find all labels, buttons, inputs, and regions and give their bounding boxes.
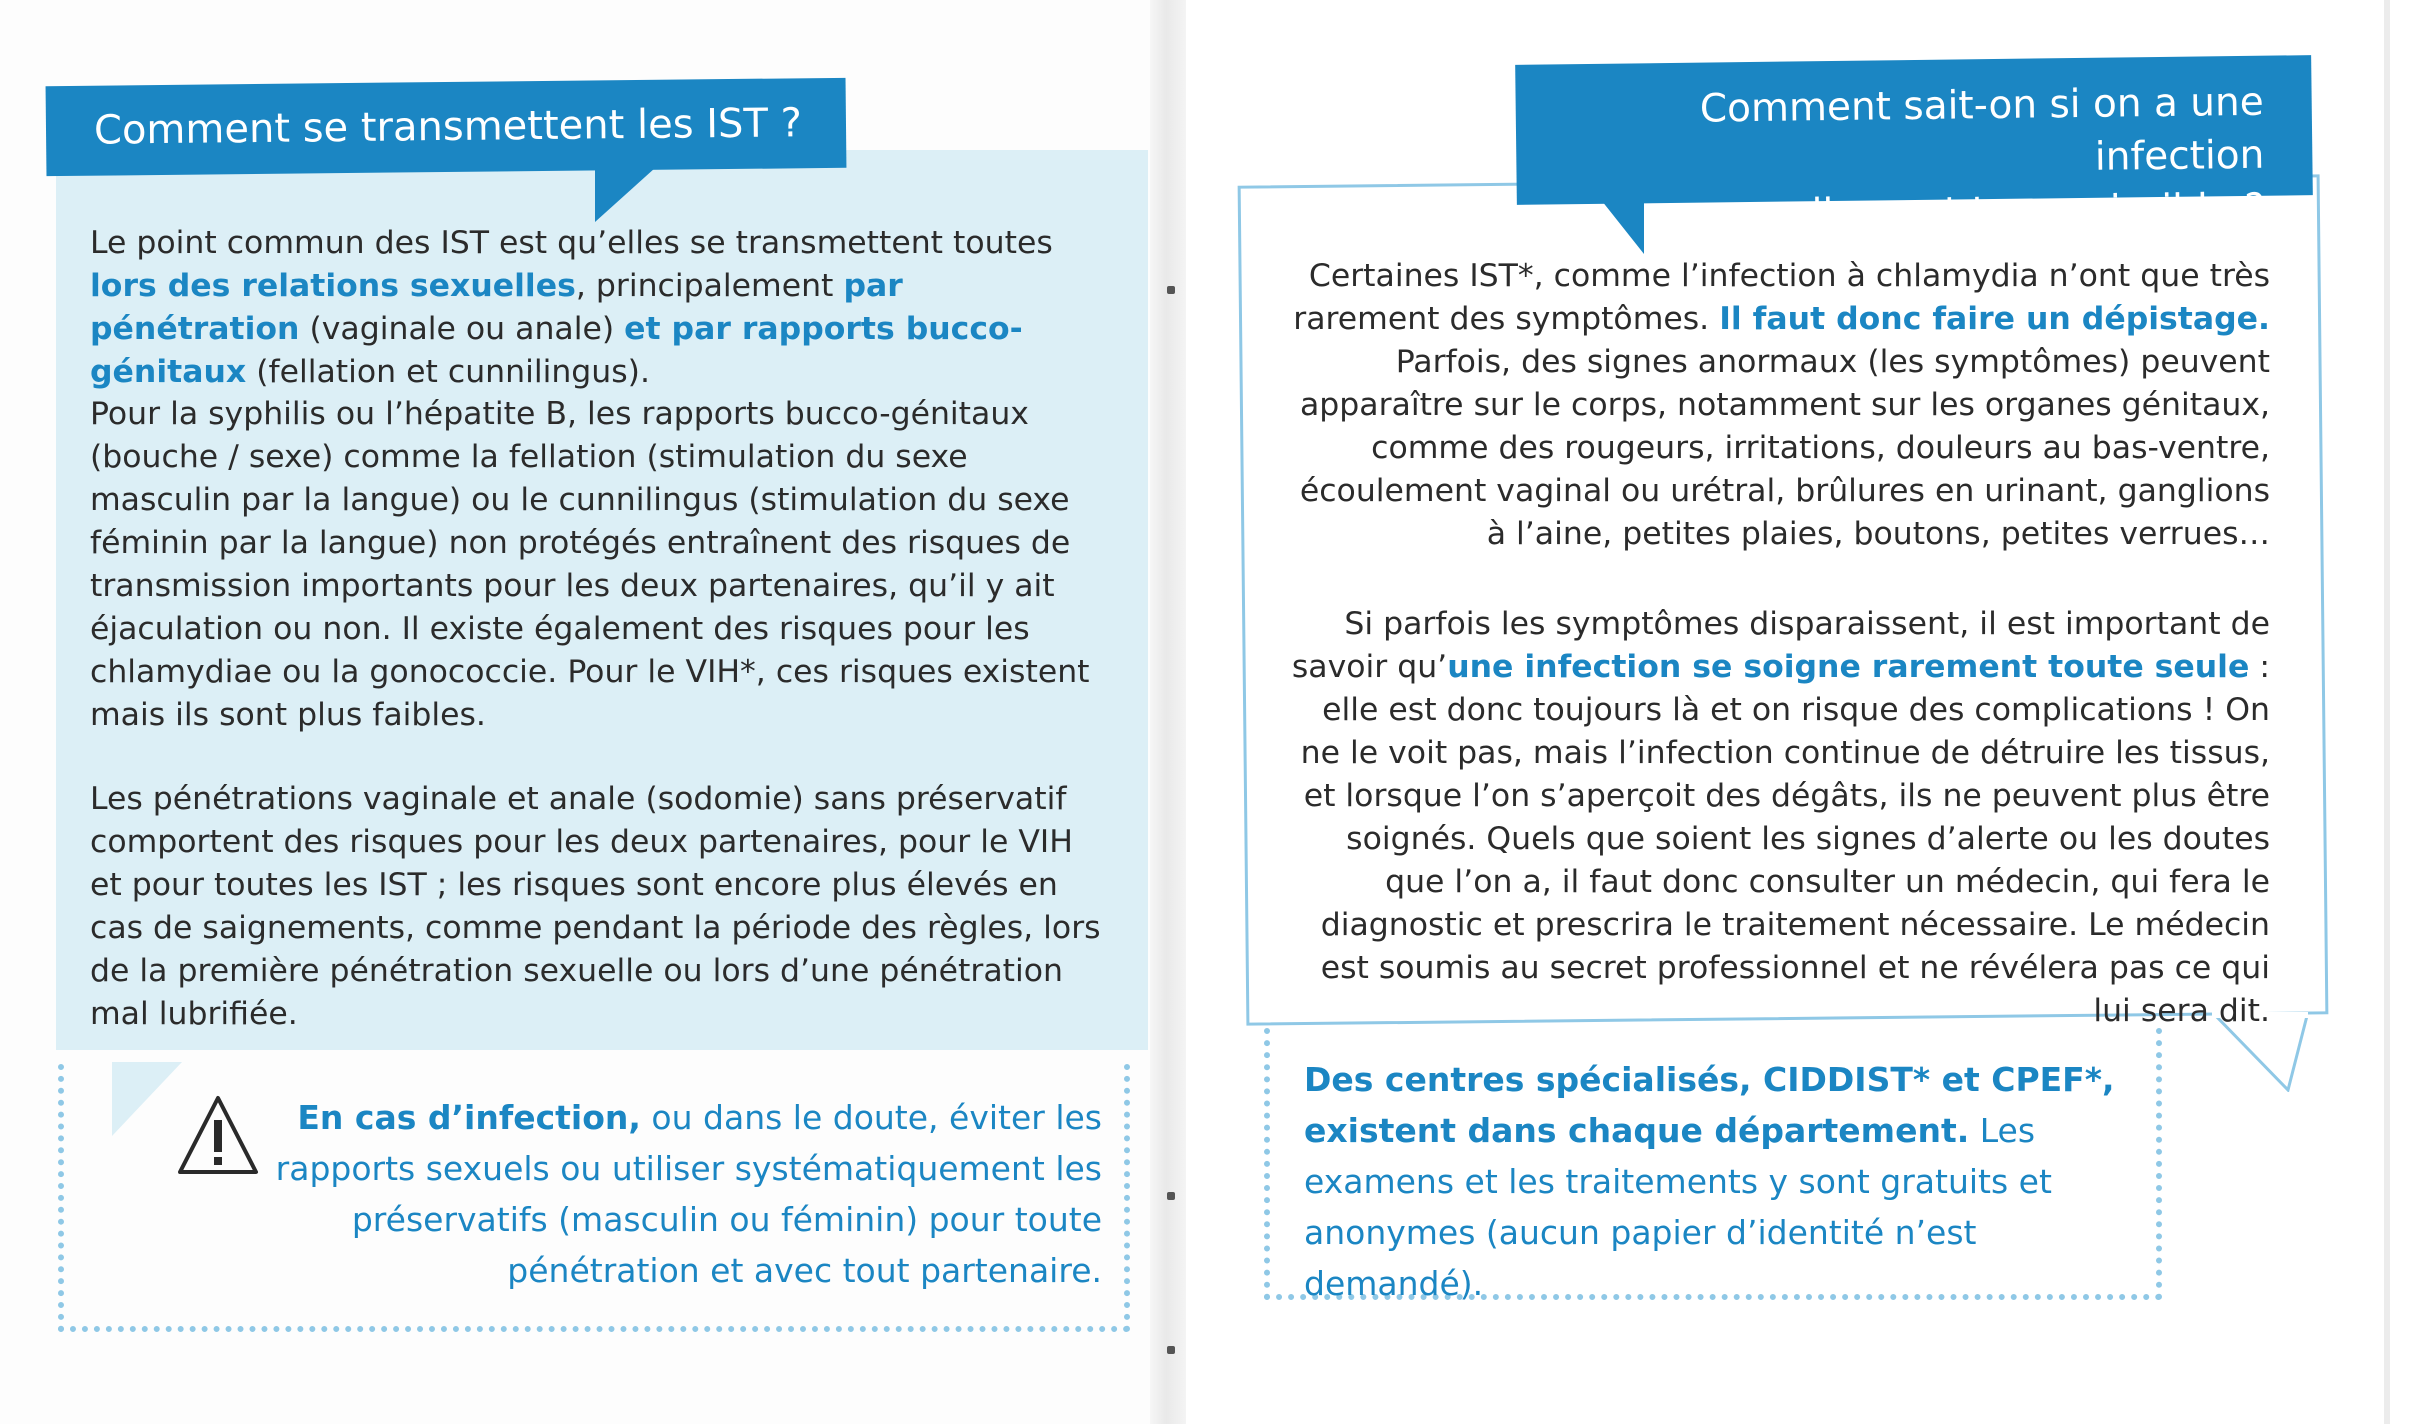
warning-lead: En cas d’infection, — [297, 1098, 641, 1137]
text-run: , principalement — [575, 268, 844, 304]
right-title-line-1: Comment sait-on si on a une infection — [1699, 79, 2265, 180]
crease-mark — [1167, 1346, 1175, 1354]
book-gutter — [1150, 0, 1186, 1424]
text-run: Parfois, des signes anormaux (les symptômes) peuvent apparaître sur le corps, notamment sur les organes génitaux, comme des rougeurs, irritations, douleurs au bas-ventre, écoulement vaginal ou urétral, brûlures en urinant, ganglions à l’aine, petites plaies, boutons, petites verrues… — [1299, 344, 2270, 552]
right-section-title — [1515, 55, 2313, 238]
centres-lead: Des centres spécialisés, CIDDIST* et CPEF*, existent dans chaque département. — [1304, 1060, 2115, 1150]
right-paragraph-2 — [1280, 603, 2270, 1033]
right-title-tail — [1598, 196, 1644, 254]
text-run: Certaines IST*, comme l’infection à chlamydia n’ont que très rarement des symptômes. — [1293, 258, 2270, 337]
left-title-tail — [595, 168, 655, 222]
warning-body: ou dans le doute, éviter les rapports sexuels ou utiliser systématiquement les préservatifs (masculin ou féminin) pour toute pénétration et avec tout partenaire. — [275, 1098, 1102, 1290]
highlight-text: par pénétration — [90, 268, 903, 347]
left-section-title — [46, 78, 847, 176]
text-run: : elle est donc toujours là et on risque des complications ! On ne le voit pas, mais l’infection continue de détruire les tissus, et lorsque l’on s’aperçoit des dégâts, ils ne peuvent plus être soignés. Quels que soient les signes d’alerte ou les doutes que l’on a, il faut donc consulter un médecin, qui fera le diagnostic et prescrira le traitement nécessaire. Le médecin est soumis au secret professionnel et ne révélera pas ce qui lui sera dit. — [1300, 649, 2270, 1029]
warning-triangle-icon — [176, 1094, 260, 1176]
warning-box-notch — [112, 1062, 182, 1136]
crease-mark — [1167, 1192, 1175, 1200]
crease-mark — [1167, 286, 1175, 294]
centres-text — [1304, 1054, 2164, 1309]
text-run: Si parfois les symptômes disparaissent, il est important de savoir qu’ — [1291, 606, 2270, 685]
right-title-line-2: sexuellement transmissible ? — [1696, 185, 2266, 238]
highlight-text: Il faut donc faire un dépistage. — [1719, 301, 2270, 337]
left-paragraph-3: Les pénétrations vaginale et anale (sodomie) sans préservatif comportent des risques pour les deux partenaires, pour le VIH et pour toutes les IST ; les risques sont encore plus élevés en cas de saignements, comme pendant la période des règles, lors de la première pénétration sexuelle ou lors d’une pénétration mal lubrifiée. — [90, 781, 1101, 1032]
text-run: (fellation et cunnilingus). — [246, 354, 650, 390]
text-run: Le point commun des IST est qu’elles se transmettent toutes — [90, 225, 1053, 261]
highlight-text: une infection se soigne rarement toute seule — [1447, 649, 2250, 685]
left-paragraph-2: Pour la syphilis ou l’hépatite B, les rapports bucco-génitaux (bouche / sexe) comme la fellation (stimulation du sexe masculin par la langue) ou le cunnilingus (stimulation du sexe féminin par la langue) non protégés entraînent des risques de transmission importants pour les deux partenaires, qu’il y ait éjaculation ou non. Il existe également des risques pour les chlamydiae ou la gonococcie. Pour le VIH*, ces risques existent mais ils sont plus faibles. — [90, 396, 1090, 733]
left-title-text: Comment se transmettent les IST ? — [93, 100, 803, 154]
highlight-text: et par rapports bucco-génitaux — [90, 311, 1023, 390]
page-edge — [2384, 0, 2390, 1424]
right-paragraph-1 — [1280, 255, 2270, 556]
centres-body: Les examens et les traitements y sont gratuits et anonymes (aucun papier d’identité n’est demandé). — [1304, 1111, 2052, 1303]
text-run: (vaginale ou anale) — [299, 311, 625, 347]
highlight-text: lors des relations sexuelles — [90, 268, 576, 304]
warning-text — [260, 1092, 1102, 1296]
left-paragraph-1 — [90, 222, 1110, 394]
